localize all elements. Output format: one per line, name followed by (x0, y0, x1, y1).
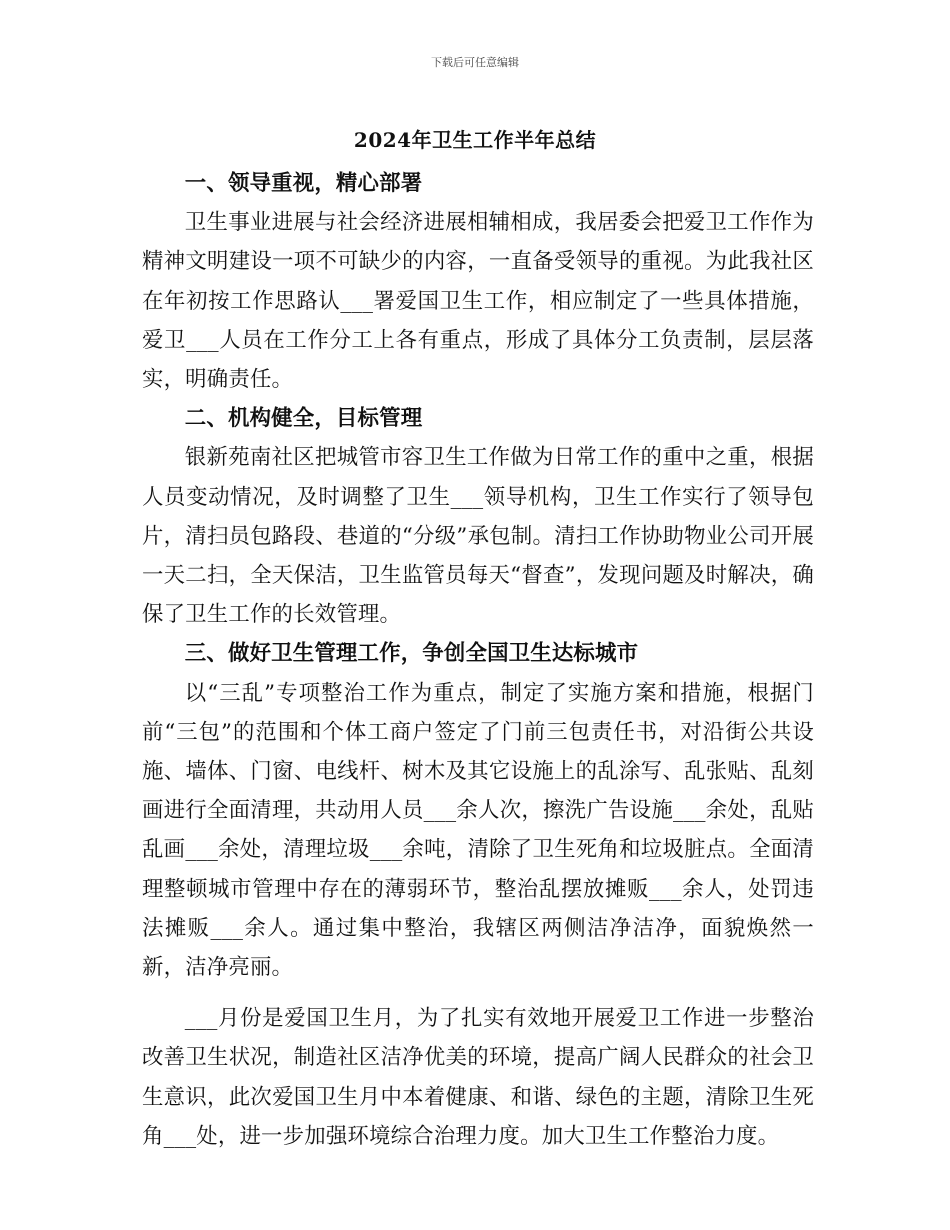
paragraph: 卫生事业进展与社会经济进展相辅相成，我居委会把爱卫工作作为精神文明建设一项不可缺少的内容，一直备受领导的重视。为此我社区在年初按工作思路认___署爱国卫生工作，相应制定了一些具体措施，爱卫___人员在工作分工上各有重点，形成了具体分工负责制，层层落实，明确责任。 (142, 210, 814, 393)
document-body (142, 164, 814, 1156)
page-header: 下载后可任意编辑 (431, 56, 519, 69)
document-title: 2024年卫生工作半年总结 (353, 128, 597, 152)
paragraph: 以“三乱”专项整治工作为重点，制定了实施方案和措施，根据门前“三包”的范围和个体工商户签定了门前三包责任书，对沿街公共设施、墙体、门窗、电线杆、树木及其它设施上的乱涂写、乱张贴、乱刻画进行全面清理，共动用人员___余人次，擦洗广告设施___余处，乱贴乱画___余处，清理垃圾___余吨，清除了卫生死角和垃圾脏点。全面清理整顿城市管理中存在的薄弱环节，整治乱摆放摊贩___余人，处罚违法摊贩___余人。通过集中整治，我辖区两侧洁净洁净，面貌焕然一新，洁净亮丽。 (142, 680, 814, 981)
section-heading: 二、机构健全，目标管理 (184, 406, 423, 432)
section-heading: 一、领导重视，精心部署 (184, 171, 423, 196)
paragraph: ___月份是爱国卫生月，为了扎实有效地开展爱卫工作进一步整治改善卫生状况，制造社区洁净优美的环境，提高广阔人民群众的社会卫生意识，此次爱国卫生月中本着健康、和谐、绿色的主题，清除卫生死角___处，进一步加强环境综合治理力度。加大卫生工作整治力度。 (142, 1006, 814, 1149)
paragraph: 银新苑南社区把城管市容卫生工作做为日常工作的重中之重，根据人员变动情况，及时调整了卫生___领导机构，卫生工作实行了领导包片，清扫员包路段、巷道的“分级”承包制。清扫工作协助物业公司开展一天二扫，全天保洁，卫生监管员每天“督查”，发现问题及时解决，确保了卫生工作的长效管理。 (142, 445, 814, 628)
section-heading: 三、做好卫生管理工作，争创全国卫生达标城市 (184, 641, 639, 667)
paragraph-spacer (142, 987, 814, 999)
